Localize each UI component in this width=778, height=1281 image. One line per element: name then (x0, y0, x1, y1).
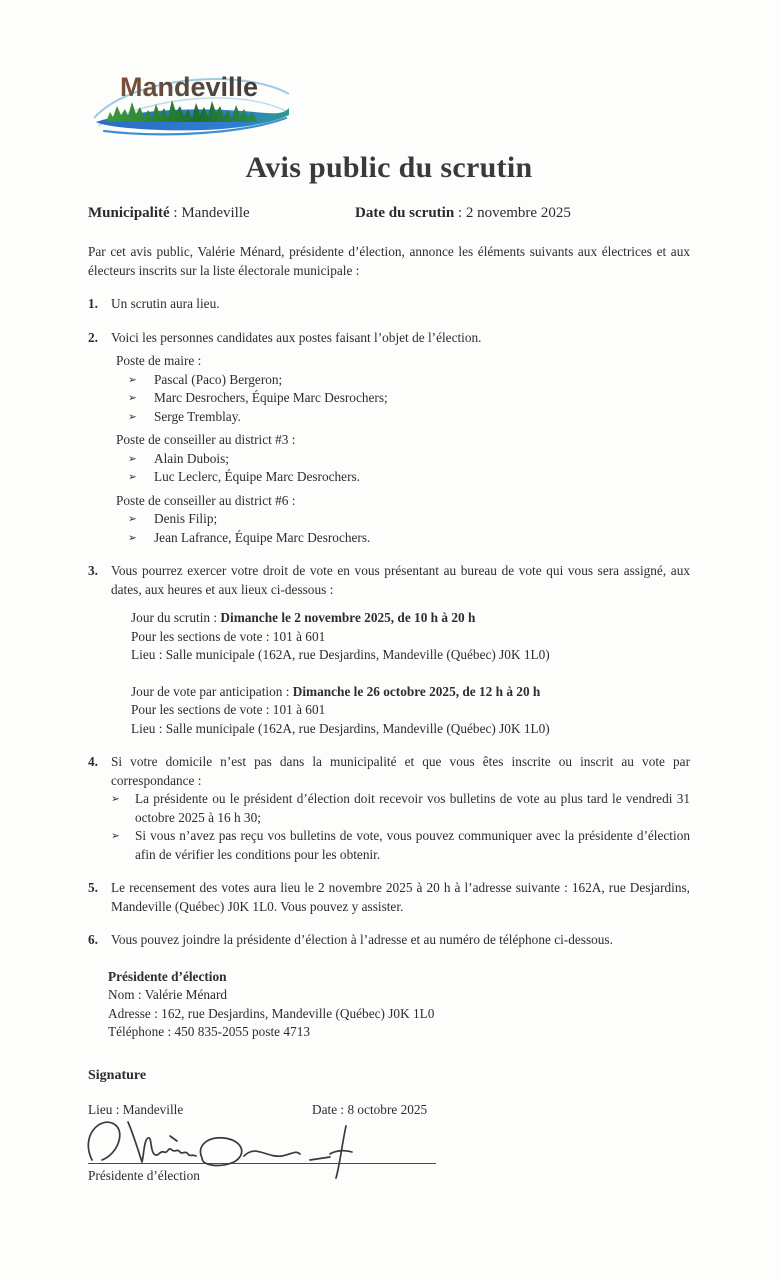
municipality-field (88, 203, 355, 223)
voting-day-block (131, 609, 690, 665)
advance-day-line (131, 683, 690, 702)
item-3-text: Vous pourrez exercer votre droit de vote en vous présentant au bureau de vote qui vous sera assigné, aux dates, aux heures et aux lieux ci-dessous : (111, 563, 690, 597)
arrow-bullet-icon: ➢ (128, 373, 137, 386)
contact-phone: Téléphone : 450 835-2055 poste 4713 (108, 1024, 311, 1039)
candidate-name: Alain Dubois; (154, 450, 229, 466)
mandeville-logo-graphic (92, 60, 292, 138)
voting-day-line (131, 609, 690, 628)
handwritten-signature (84, 1110, 384, 1182)
item-4-text: Si votre domicile n’est pas dans la municipalité et que vous êtes inscrite ou inscrit au vote par correspondance : (111, 754, 690, 788)
intro-paragraph: Par cet avis public, Valérie Ménard, présidente d’élection, annonce les éléments suivants aux électrices et aux électeurs inscrits sur la liste électorale municipale : (88, 244, 690, 278)
arrow-bullet-icon: ➢ (111, 830, 120, 842)
advance-voting-block (131, 683, 690, 739)
contact-address: Adresse : 162, rue Desjardins, Mandeville (Québec) J0K 1L0 (108, 1005, 435, 1021)
municipality-label: Municipalité (88, 205, 170, 221)
signature-heading: Signature (88, 1067, 147, 1083)
advance-day-datetime: Dimanche le 26 octobre 2025, de 12 h à 20 h (292, 683, 541, 699)
candidate-row (128, 371, 690, 390)
meta-row (88, 203, 690, 223)
item-1-text: Un scrutin aura lieu. (111, 296, 220, 311)
signature-line (88, 1120, 436, 1164)
candidate-row (128, 450, 690, 469)
voting-day-label: Jour du scrutin : (131, 610, 221, 625)
item-6-number: 6. (88, 932, 98, 947)
contact-block (108, 968, 690, 1042)
item-4-number: 4. (88, 754, 98, 769)
voting-day-datetime: Dimanche le 2 novembre 2025, de 10 h à 20 h (220, 610, 476, 625)
scrutin-date-label: Date du scrutin (355, 205, 455, 221)
mail-vote-bullet (111, 790, 690, 827)
item-2-number: 2. (88, 329, 98, 345)
candidate-group-maire (116, 352, 690, 426)
list-item-3 (88, 562, 690, 738)
municipality-value: : Mandeville (169, 205, 250, 221)
signature-role: Présidente d’élection (88, 1167, 200, 1183)
candidate-group-district-3 (116, 431, 690, 487)
candidate-group-district-6 (116, 492, 690, 548)
candidate-row (128, 529, 690, 548)
advance-place-line: Lieu : Salle municipale (162A, rue Desjardins, Mandeville (Québec) J0K 1L0) (131, 720, 550, 736)
mail-vote-bullet-text: Si vous n’avez pas reçu vos bulletins de vote, vous pouvez communiquer avec la présidente d’élection afin de vérifier les conditions pour les obtenir. (135, 828, 690, 862)
list-item-6 (88, 931, 690, 950)
group-label: Poste de maire : (116, 353, 202, 368)
candidate-name: Pascal (Paco) Bergeron; (154, 371, 283, 387)
arrow-bullet-icon: ➢ (111, 793, 120, 805)
candidate-name: Denis Filip; (154, 511, 218, 526)
candidate-name: Serge Tremblay. (154, 408, 241, 424)
item-3-number: 3. (88, 563, 98, 578)
candidate-name: Marc Desrochers, Équipe Marc Desrochers; (154, 390, 388, 405)
item-6-text: Vous pouvez joindre la présidente d’élection à l’adresse et au numéro de téléphone ci-dessous. (111, 932, 613, 947)
arrow-bullet-icon: ➢ (128, 471, 137, 483)
arrow-bullet-icon: ➢ (128, 410, 137, 423)
candidate-name: Jean Lafrance, Équipe Marc Desrochers. (154, 529, 371, 545)
scrutin-date-field (355, 203, 571, 223)
item-1-number: 1. (88, 296, 98, 311)
arrow-bullet-icon: ➢ (128, 513, 137, 525)
advance-day-label: Jour de vote par anticipation : (131, 683, 293, 699)
list-item-4 (88, 753, 690, 864)
page-title: Avis public du scrutin (245, 151, 533, 184)
arrow-bullet-icon: ➢ (128, 452, 137, 465)
list-item-1 (88, 295, 690, 314)
candidate-name: Luc Leclerc, Équipe Marc Desrochers. (154, 469, 360, 484)
candidate-row (128, 510, 690, 529)
arrow-bullet-icon: ➢ (128, 392, 137, 404)
scrutin-date-value: : 2 novembre 2025 (454, 205, 571, 221)
voting-place-line: Lieu : Salle municipale (162A, rue Desjardins, Mandeville (Québec) J0K 1L0) (131, 647, 550, 662)
treeline-shape (106, 100, 258, 122)
list-item-2 (88, 329, 690, 548)
voting-sections-line: Pour les sections de vote : 101 à 601 (131, 628, 326, 644)
mandeville-logo (92, 60, 292, 138)
logo-wordmark: Mandeville (120, 72, 259, 102)
contact-title: Présidente d’élection (108, 968, 227, 984)
candidate-row (128, 468, 690, 487)
item-5-text: Le recensement des votes aura lieu le 2 novembre 2025 à 20 h à l’adresse suivante : 162A, rue Desjardins, Mandeville (Québec) J0K 1L0. Vous pouvez y assister. (111, 880, 690, 914)
advance-sections-line: Pour les sections de vote : 101 à 601 (131, 702, 326, 717)
signature-date: Date : 8 octobre 2025 (312, 1102, 428, 1117)
item-2-text: Voici les personnes candidates aux postes faisant l’objet de l’élection. (111, 329, 482, 345)
item-5-number: 5. (88, 880, 98, 895)
mail-vote-bullet-text: La présidente ou le président d’élection doit recevoir vos bulletins de vote au plus tard le vendredi 31 octobre 2025 à 16 h 30; (135, 791, 690, 825)
signature-place: Lieu : Mandeville (88, 1102, 184, 1117)
list-item-5 (88, 879, 690, 916)
candidate-row (128, 408, 690, 427)
contact-name: Nom : Valérie Ménard (108, 987, 228, 1002)
arrow-bullet-icon: ➢ (128, 531, 137, 544)
group-label: Poste de conseiller au district #6 : (116, 492, 296, 508)
mail-vote-bullet (111, 827, 690, 864)
group-label: Poste de conseiller au district #3 : (116, 432, 296, 447)
candidate-row (128, 389, 690, 408)
